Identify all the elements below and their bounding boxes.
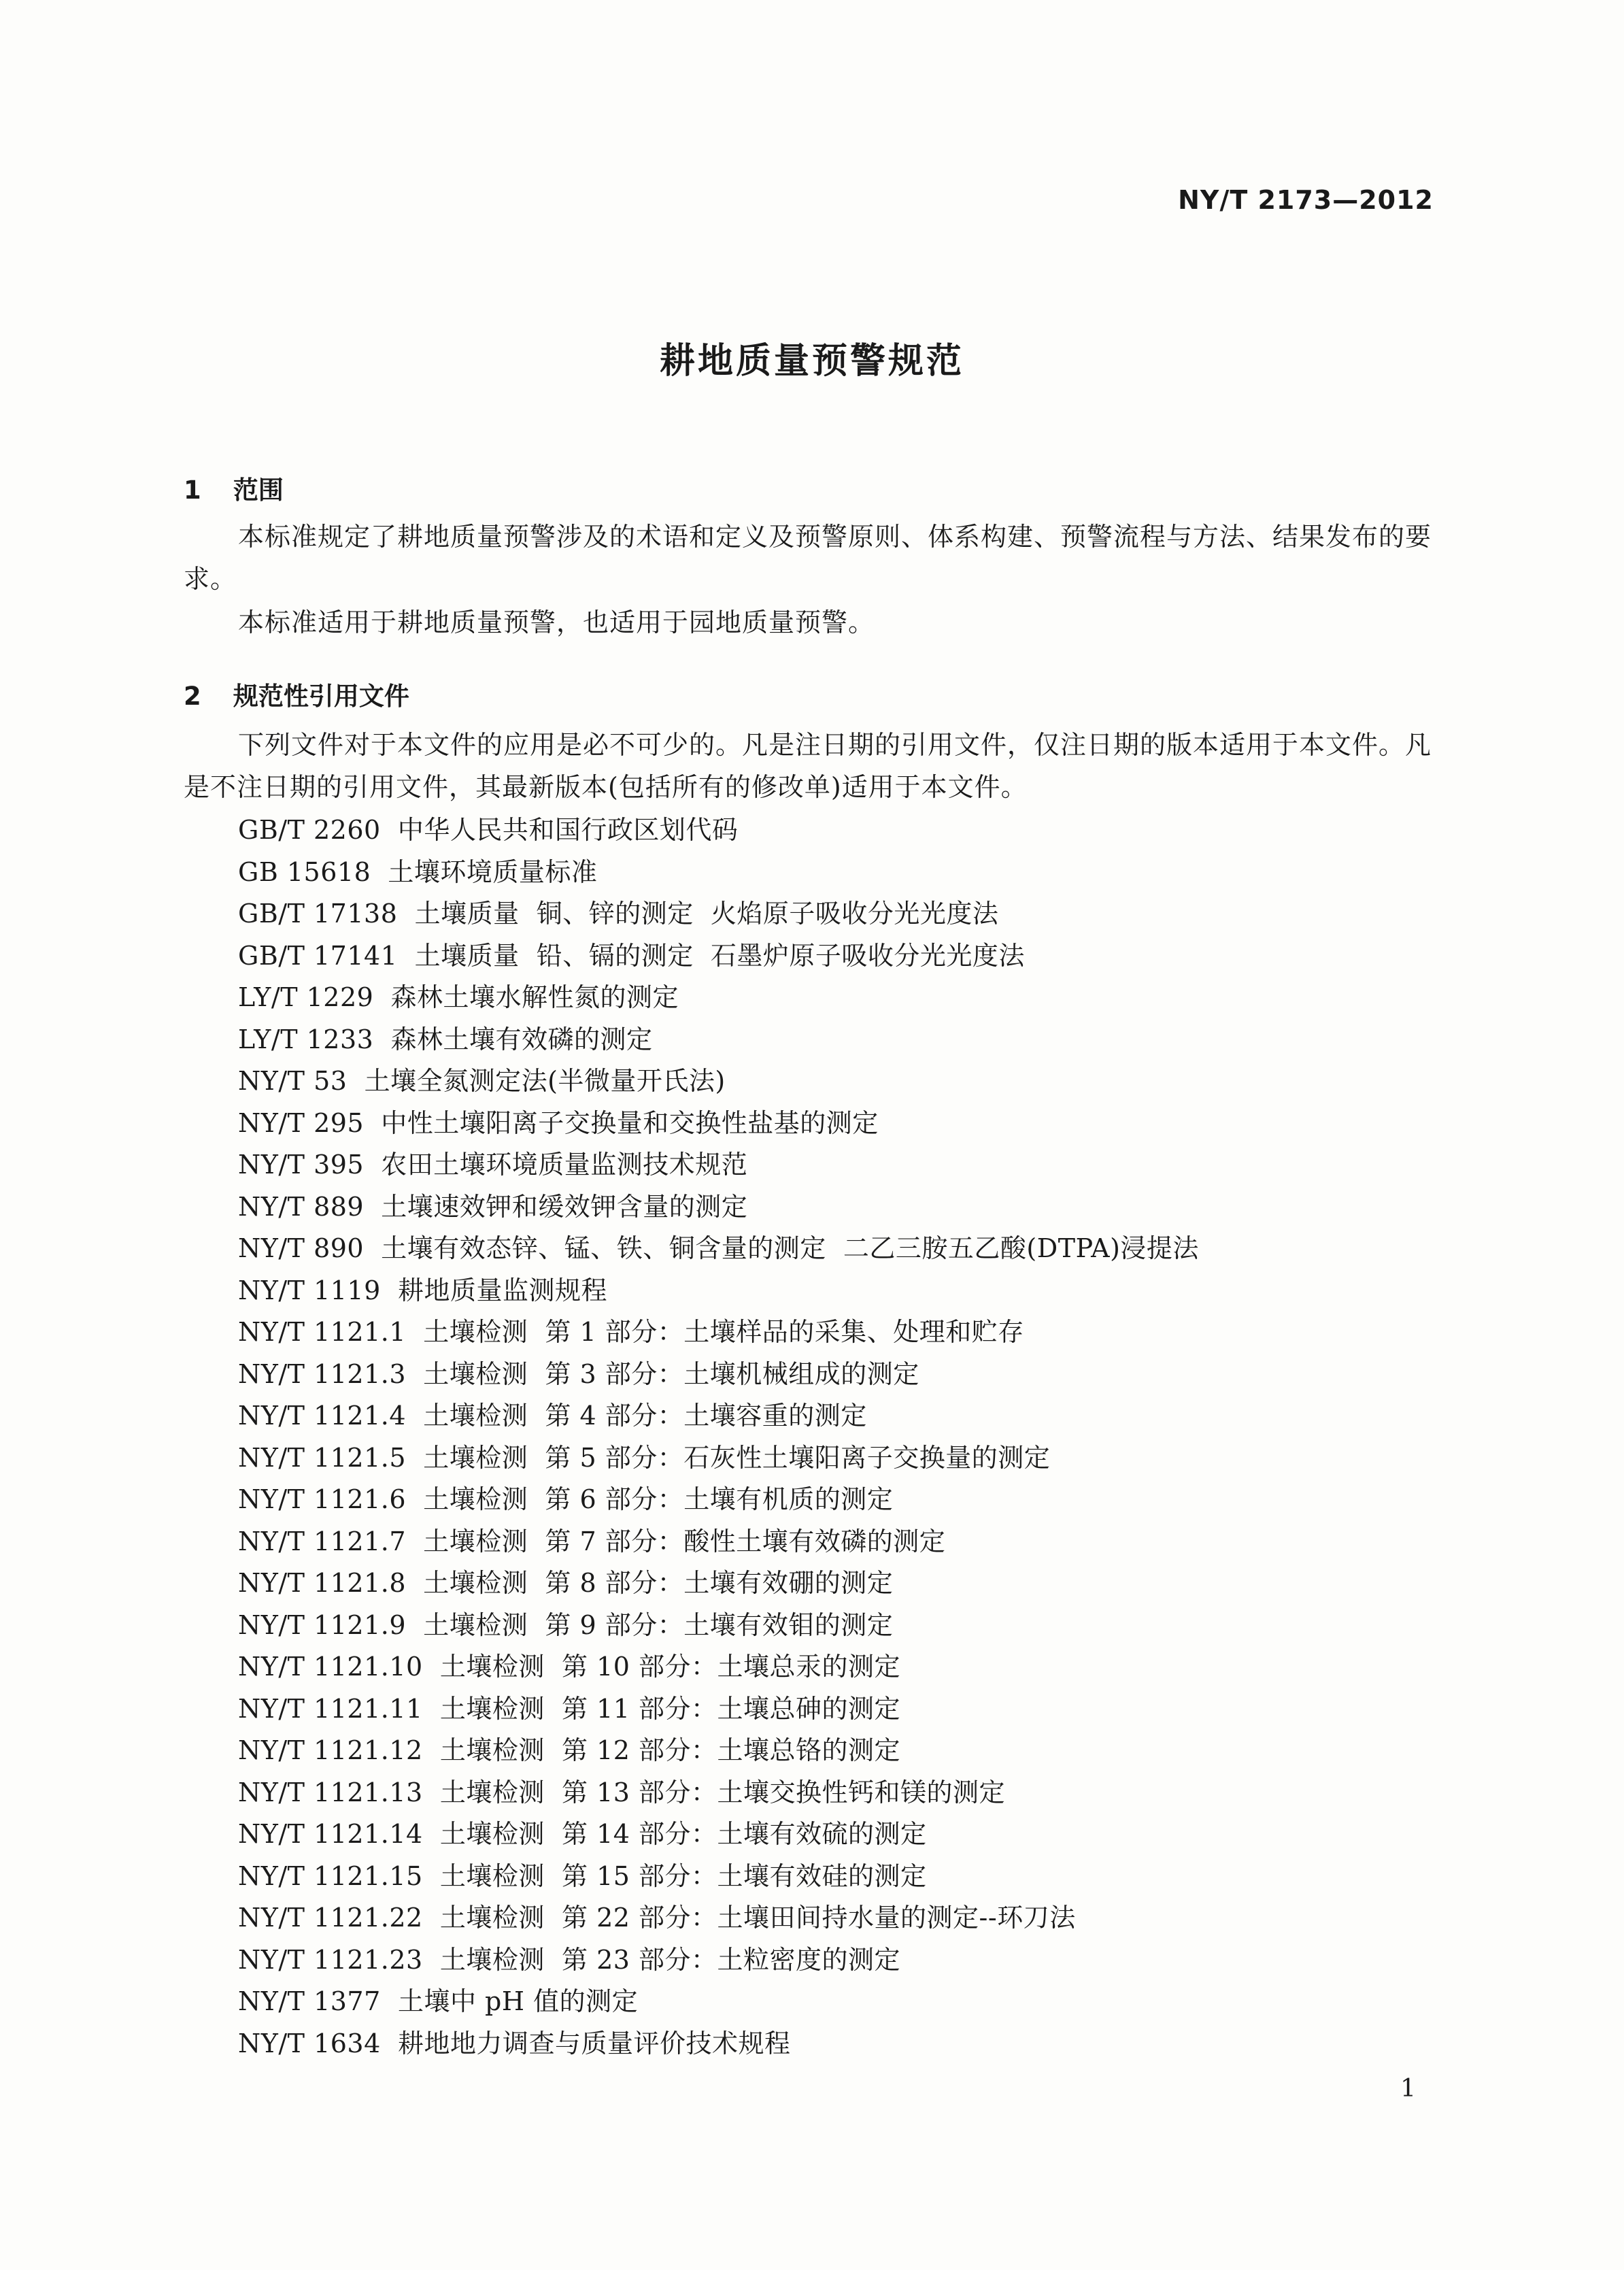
reference-code: NY/T 1121.14 bbox=[238, 1819, 423, 1849]
reference-title: 农田土壤环境质量监测技术规范 bbox=[381, 1150, 748, 1180]
reference-code: NY/T 1121.23 bbox=[238, 1944, 423, 1975]
reference-item bbox=[238, 1354, 1199, 1396]
reference-title: 土壤检测 第 4 部分：土壤容重的测定 bbox=[423, 1401, 867, 1431]
reference-title: 土壤有效态锌、锰、铁、铜含量的测定 二乙三胺五乙酸(DTPA)浸提法 bbox=[381, 1233, 1199, 1263]
reference-item bbox=[238, 1270, 1199, 1312]
reference-title: 耕地质量监测规程 bbox=[397, 1275, 607, 1305]
reference-code: NY/T 1121.7 bbox=[238, 1526, 407, 1556]
reference-code: NY/T 1121.13 bbox=[238, 1777, 423, 1807]
reference-title: 土壤检测 第 5 部分：石灰性土壤阳离子交换量的测定 bbox=[423, 1442, 1051, 1473]
reference-item bbox=[238, 1814, 1199, 1856]
reference-item bbox=[238, 1730, 1199, 1772]
reference-title: 土壤检测 第 22 部分：土壤田间持水量的测定--环刀法 bbox=[439, 1903, 1076, 1933]
reference-code: NY/T 1121.6 bbox=[238, 1484, 407, 1514]
standard-code: NY/T 2173—2012 bbox=[1178, 185, 1434, 215]
reference-item bbox=[238, 1939, 1199, 1982]
reference-item bbox=[238, 935, 1199, 978]
document-title: 耕地质量预警规范 bbox=[659, 341, 964, 382]
reference-code: NY/T 1121.10 bbox=[238, 1652, 423, 1682]
reference-title: 土壤检测 第 13 部分：土壤交换性钙和镁的测定 bbox=[439, 1777, 1006, 1807]
reference-title: 土壤检测 第 11 部分：土壤总砷的测定 bbox=[439, 1693, 901, 1724]
reference-code: LY/T 1229 bbox=[238, 982, 374, 1012]
reference-title: 森林土壤有效磷的测定 bbox=[390, 1024, 653, 1054]
reference-code: NY/T 1121.12 bbox=[238, 1735, 423, 1765]
reference-item bbox=[238, 1395, 1199, 1437]
reference-code: NY/T 1121.5 bbox=[238, 1442, 407, 1473]
reference-list bbox=[238, 809, 1199, 2065]
reference-title: 耕地地力调查与质量评价技术规程 bbox=[397, 2028, 791, 2058]
reference-code: GB/T 17138 bbox=[238, 899, 398, 929]
reference-item bbox=[238, 852, 1199, 894]
section-heading-normative-references bbox=[184, 675, 409, 712]
reference-item bbox=[238, 1772, 1199, 1814]
reference-code: GB/T 2260 bbox=[238, 815, 381, 845]
reference-code: NY/T 395 bbox=[238, 1150, 365, 1180]
reference-code: NY/T 1634 bbox=[238, 2028, 381, 2058]
reference-code: GB/T 17141 bbox=[238, 940, 398, 971]
reference-title: 土壤质量 铜、锌的测定 火焰原子吸收分光光度法 bbox=[414, 899, 999, 929]
reference-title: 土壤检测 第 23 部分：土粒密度的测定 bbox=[439, 1944, 901, 1975]
reference-title: 土壤检测 第 9 部分：土壤有效钼的测定 bbox=[423, 1609, 894, 1640]
reference-item bbox=[238, 1521, 1199, 1563]
reference-title: 土壤检测 第 14 部分：土壤有效硫的测定 bbox=[439, 1819, 927, 1849]
reference-item bbox=[238, 1019, 1199, 1061]
reference-item bbox=[238, 1437, 1199, 1480]
reference-code: NY/T 1121.9 bbox=[238, 1609, 407, 1640]
reference-title: 中性土壤阳离子交换量和交换性盐基的测定 bbox=[381, 1107, 879, 1138]
reference-item bbox=[238, 1605, 1199, 1647]
reference-code: NY/T 1121.22 bbox=[238, 1903, 423, 1933]
reference-title: 土壤检测 第 12 部分：土壤总铬的测定 bbox=[439, 1735, 901, 1765]
reference-item bbox=[238, 1479, 1199, 1521]
section-paragraph: 本标准适用于耕地质量预警，也适用于园地质量预警。 bbox=[238, 607, 875, 637]
reference-title: 土壤检测 第 7 部分：酸性土壤有效磷的测定 bbox=[423, 1526, 946, 1556]
reference-item bbox=[238, 1144, 1199, 1186]
reference-code: NY/T 1119 bbox=[238, 1275, 381, 1305]
page-number: 1 bbox=[1400, 2075, 1416, 2103]
section-paragraph: 本标准规定了耕地质量预警涉及的术语和定义及预警原则、体系构建、预警流程与方法、结果发布的要求。 bbox=[184, 522, 1432, 594]
reference-item bbox=[238, 2023, 1199, 2065]
section-number: 2 bbox=[184, 682, 201, 711]
reference-code: NY/T 1121.3 bbox=[238, 1358, 407, 1389]
section-title: 范围 bbox=[233, 475, 284, 505]
reference-title: 土壤检测 第 8 部分：土壤有效硼的测定 bbox=[423, 1568, 894, 1598]
section-paragraph: 下列文件对于本文件的应用是必不可少的。凡是注日期的引用文件，仅注日期的版本适用于本文件。凡是不注日期的引用文件，其最新版本(包括所有的修改单)适用于本文件。 bbox=[184, 730, 1432, 802]
reference-code: NY/T 295 bbox=[238, 1107, 365, 1138]
reference-code: NY/T 1377 bbox=[238, 1986, 381, 2016]
reference-code: NY/T 1121.1 bbox=[238, 1317, 407, 1347]
reference-code: LY/T 1233 bbox=[238, 1024, 374, 1054]
reference-item bbox=[238, 1563, 1199, 1605]
reference-code: NY/T 1121.15 bbox=[238, 1860, 423, 1891]
reference-code: NY/T 1121.8 bbox=[238, 1568, 407, 1598]
reference-title: 土壤全氮测定法(半微量开氏法) bbox=[364, 1066, 726, 1096]
section-number: 1 bbox=[184, 475, 201, 505]
reference-title: 土壤质量 铅、镉的测定 石墨炉原子吸收分光光度法 bbox=[414, 940, 1025, 971]
reference-title: 土壤检测 第 15 部分：土壤有效硅的测定 bbox=[439, 1860, 927, 1891]
reference-code: NY/T 1121.11 bbox=[238, 1693, 423, 1724]
reference-item bbox=[238, 1061, 1199, 1103]
reference-title: 土壤检测 第 1 部分：土壤样品的采集、处理和贮存 bbox=[423, 1317, 1024, 1347]
reference-title: 土壤检测 第 6 部分：土壤有机质的测定 bbox=[423, 1484, 894, 1514]
reference-code: NY/T 889 bbox=[238, 1191, 365, 1222]
reference-item bbox=[238, 1312, 1199, 1354]
reference-title: 森林土壤水解性氮的测定 bbox=[390, 982, 679, 1012]
reference-code: NY/T 1121.4 bbox=[238, 1401, 407, 1431]
reference-title: 土壤环境质量标准 bbox=[388, 856, 598, 887]
reference-item bbox=[238, 977, 1199, 1019]
reference-title: 土壤检测 第 3 部分：土壤机械组成的测定 bbox=[423, 1358, 919, 1389]
reference-item bbox=[238, 809, 1199, 852]
reference-item bbox=[238, 893, 1199, 935]
reference-item bbox=[238, 1646, 1199, 1688]
reference-code: NY/T 53 bbox=[238, 1066, 348, 1096]
reference-item bbox=[238, 1897, 1199, 1939]
reference-item bbox=[238, 1228, 1199, 1270]
reference-code: NY/T 890 bbox=[238, 1233, 365, 1263]
section-heading-scope bbox=[184, 469, 284, 506]
reference-item bbox=[238, 1688, 1199, 1731]
reference-title: 土壤速效钾和缓效钾含量的测定 bbox=[381, 1191, 748, 1222]
reference-item bbox=[238, 1186, 1199, 1229]
reference-item bbox=[238, 1103, 1199, 1145]
section-title: 规范性引用文件 bbox=[233, 682, 409, 711]
reference-title: 中华人民共和国行政区划代码 bbox=[397, 815, 739, 845]
reference-code: GB 15618 bbox=[238, 856, 371, 887]
reference-title: 土壤中 pH 值的测定 bbox=[397, 1986, 639, 2016]
reference-item bbox=[238, 1981, 1199, 2023]
reference-item bbox=[238, 1856, 1199, 1898]
reference-title: 土壤检测 第 10 部分：土壤总汞的测定 bbox=[439, 1652, 901, 1682]
